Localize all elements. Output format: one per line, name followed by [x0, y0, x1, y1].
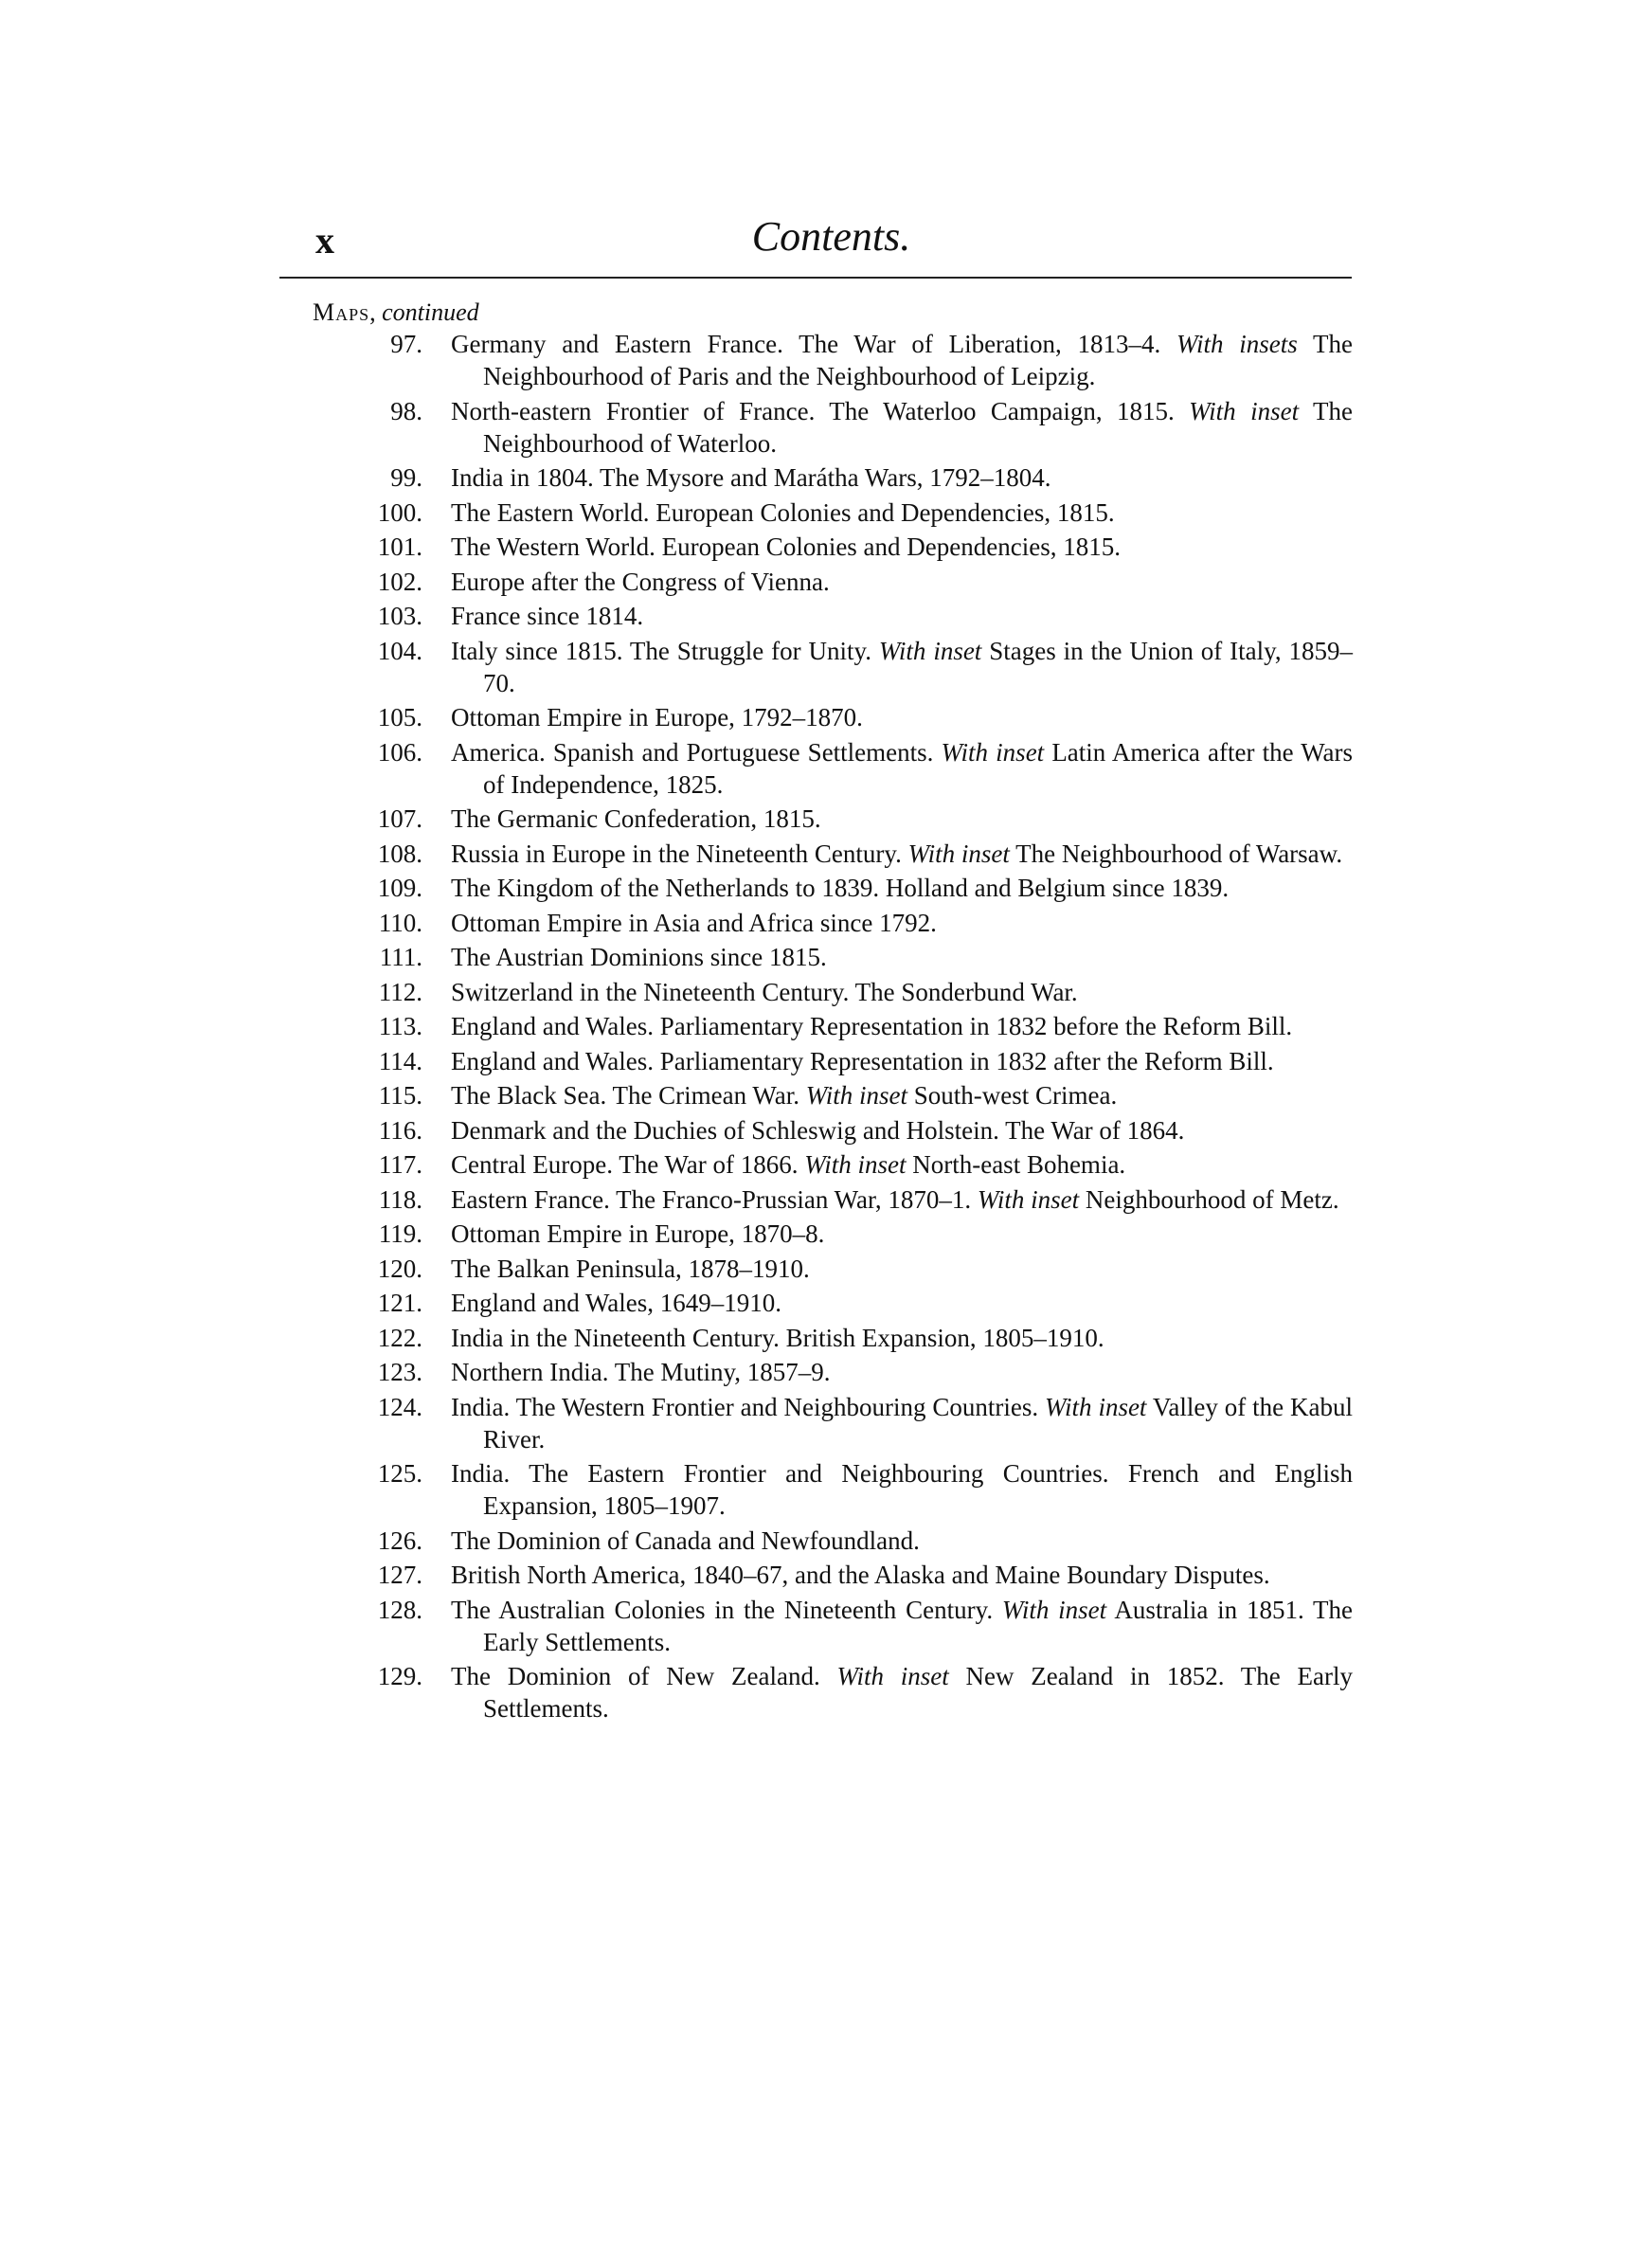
entry-text-segment: Stages in the Union of Italy, 1859–70.: [483, 636, 1353, 697]
list-item: [360, 635, 1353, 699]
entry-text: [451, 1183, 1353, 1216]
entry-number: 100.: [377, 497, 422, 527]
entry-text-segment: India. The Western Frontier and Neighbouring Countries.: [451, 1392, 1046, 1421]
entry-inset-label: With inset: [805, 1081, 907, 1110]
list-item: [360, 395, 1353, 460]
entry-inset-label: With inset: [836, 1662, 949, 1690]
entry-number: 105.: [377, 703, 422, 731]
entry-number: 127.: [377, 1561, 422, 1589]
entry-inset-label: With insets: [1176, 330, 1298, 358]
entry-inset-label: With inset: [878, 636, 982, 665]
entry-number: 124.: [377, 1392, 422, 1421]
entry-text-segment: British North America, 1840–67, and the Alaska and Maine Boundary Disputes.: [451, 1561, 1270, 1589]
page-title: Contents.: [751, 213, 911, 260]
entry-number: 111.: [379, 943, 422, 971]
entry-number: 129.: [377, 1662, 422, 1690]
entry-number: 102.: [377, 567, 422, 596]
entry-text-segment: The Neighbourhood of Paris and the Neighbourhood of Leipzig.: [483, 330, 1353, 390]
list-item: [360, 1183, 1353, 1216]
entry-number: 109.: [377, 874, 422, 902]
entry-number: 125.: [377, 1459, 422, 1488]
entry-number: 114.: [378, 1046, 422, 1075]
entry-text-segment: England and Wales. Parliamentary Representation in 1832 before the Reform Bill.: [451, 1012, 1293, 1040]
entry-number: 97.: [390, 330, 422, 358]
entry-text: [451, 1356, 1353, 1388]
entry-number: 118.: [378, 1184, 422, 1214]
entry-text-segment: Denmark and the Duchies of Schleswig and Holstein. The War of 1864.: [451, 1115, 1185, 1145]
entry-number: 99.: [390, 463, 422, 492]
entry-text-segment: Ottoman Empire in Asia and Africa since 1792.: [451, 908, 937, 937]
entry-text: [451, 1045, 1353, 1077]
entry-number: 103.: [377, 602, 422, 630]
list-item: [360, 803, 1353, 835]
list-item: [360, 1322, 1353, 1354]
list-item: [360, 1253, 1353, 1285]
entry-inset-label: With inset: [804, 1150, 907, 1179]
entry-text-segment: India. The Eastern Frontier and Neighbouring Countries. French and English Expansion, 1805–1907.: [451, 1459, 1353, 1520]
entry-number: 123.: [377, 1358, 422, 1386]
list-item: [360, 1114, 1353, 1147]
list-item: [360, 907, 1353, 939]
entry-number: 121.: [377, 1289, 422, 1317]
list-item: [360, 838, 1353, 870]
entry-text-segment: America. Spanish and Portuguese Settlements.: [451, 737, 942, 767]
entry-inset-label: With inset: [941, 737, 1045, 767]
entry-text: [451, 1114, 1353, 1147]
entry-text-segment: Italy since 1815. The Struggle for Unity.: [451, 636, 879, 665]
entry-text: [451, 1010, 1353, 1042]
entry-text: [451, 1287, 1353, 1319]
entry-text-segment: The Neighbourhood of Warsaw.: [1009, 839, 1343, 868]
maps-list: [360, 328, 1353, 1727]
entry-text-segment: The Germanic Confederation, 1815.: [451, 804, 821, 833]
list-item: [360, 1457, 1353, 1522]
entry-text: [451, 701, 1353, 733]
entry-text-segment: New Zealand in 1852. The Early Settlements.: [483, 1662, 1353, 1723]
entry-text-segment: Central Europe. The War of 1866.: [451, 1150, 805, 1179]
entry-text-segment: Ottoman Empire in Europe, 1792–1870.: [451, 703, 863, 731]
entry-text: [451, 941, 1353, 973]
entry-text: [451, 1457, 1353, 1522]
list-item: [360, 461, 1353, 494]
entry-number: 115.: [378, 1081, 422, 1110]
entry-text-segment: Latin America after the Wars of Independence, 1825.: [483, 737, 1354, 799]
entry-number: 120.: [377, 1254, 422, 1283]
section-continued: continued: [382, 298, 479, 326]
entry-inset-label: With inset: [977, 1184, 1080, 1214]
entry-text: [451, 803, 1353, 835]
entry-text-segment: The Kingdom of the Netherlands to 1839. Holland and Belgium since 1839.: [451, 874, 1230, 902]
entry-text-segment: The Neighbourhood of Waterloo.: [483, 396, 1353, 458]
list-item: [360, 872, 1353, 904]
entry-number: 128.: [377, 1595, 422, 1624]
entry-text: [451, 461, 1353, 494]
list-item: [360, 566, 1353, 598]
entry-number: 98.: [390, 396, 422, 425]
section-label: [313, 298, 479, 327]
entry-text: [451, 907, 1353, 939]
entry-text-segment: The Austrian Dominions since 1815.: [451, 943, 827, 971]
entry-number: 108.: [377, 839, 422, 868]
entry-text-segment: Eastern France. The Franco-Prussian War, 1870–1.: [451, 1184, 978, 1214]
list-item: [360, 1045, 1353, 1077]
entry-text-segment: The Eastern World. European Colonies and Dependencies, 1815.: [451, 497, 1115, 527]
entry-text: [451, 736, 1353, 801]
entry-text-segment: The Black Sea. The Crimean War.: [451, 1081, 806, 1110]
list-item: [360, 701, 1353, 733]
entry-text: [451, 1148, 1353, 1181]
running-header: [315, 207, 1347, 273]
list-item: [360, 1391, 1353, 1455]
entry-inset-label: With inset: [1045, 1392, 1147, 1421]
entry-number: 104.: [377, 636, 422, 665]
list-item: [360, 328, 1353, 392]
list-item: [360, 1079, 1353, 1111]
entry-number: 110.: [378, 908, 422, 937]
section-name: Maps: [313, 298, 370, 326]
entry-text: [451, 1660, 1353, 1724]
page-number: x: [315, 219, 335, 262]
list-item: [360, 736, 1353, 801]
entry-inset-label: With inset: [1189, 396, 1300, 425]
entry-text-segment: North-eastern Frontier of France. The Waterloo Campaign, 1815.: [451, 396, 1190, 425]
entry-inset-label: With inset: [907, 839, 1010, 868]
entry-text: [451, 635, 1353, 699]
entry-inset-label: With inset: [1001, 1595, 1107, 1624]
list-item: [360, 531, 1353, 563]
list-item: [360, 1525, 1353, 1557]
section-comma: ,: [369, 298, 383, 326]
entry-text-segment: The Dominion of New Zealand.: [451, 1662, 837, 1690]
list-item: [360, 1356, 1353, 1388]
entry-text-segment: England and Wales. Parliamentary Representation in 1832 after the Reform Bill.: [451, 1046, 1274, 1075]
entry-number: 106.: [377, 737, 422, 767]
entry-text: [451, 1079, 1353, 1111]
entry-number: 126.: [377, 1526, 422, 1555]
entry-number: 112.: [378, 977, 422, 1006]
list-item: [360, 497, 1353, 529]
entry-text: [451, 1218, 1353, 1250]
list-item: [360, 1559, 1353, 1591]
list-item: [360, 600, 1353, 632]
entry-text-segment: The Australian Colonies in the Nineteenth Century.: [451, 1595, 1002, 1624]
entry-text: [451, 497, 1353, 529]
entry-text: [451, 1525, 1353, 1557]
entry-text-segment: Neighbourhood of Metz.: [1079, 1184, 1339, 1214]
entry-number: 116.: [378, 1115, 422, 1145]
list-item: [360, 1010, 1353, 1042]
entry-text: [451, 1391, 1353, 1455]
entry-text-segment: Northern India. The Mutiny, 1857–9.: [451, 1358, 831, 1386]
entry-text: [451, 566, 1353, 598]
entry-text: [451, 1253, 1353, 1285]
header-rule: [279, 277, 1352, 279]
entry-text: [451, 395, 1353, 460]
entry-number: 119.: [378, 1219, 422, 1248]
entry-text-segment: India in the Nineteenth Century. British Expansion, 1805–1910.: [451, 1323, 1104, 1352]
entry-text: [451, 1594, 1353, 1658]
list-item: [360, 976, 1353, 1008]
entry-text-segment: The Western World. European Colonies and Dependencies, 1815.: [451, 533, 1121, 561]
entry-number: 117.: [378, 1150, 422, 1179]
list-item: [360, 1148, 1353, 1181]
entry-number: 107.: [377, 804, 422, 833]
entry-text: [451, 600, 1353, 632]
entry-number: 101.: [377, 533, 422, 561]
list-item: [360, 1218, 1353, 1250]
entry-text-segment: France since 1814.: [451, 602, 644, 630]
entry-text-segment: The Dominion of Canada and Newfoundland.: [451, 1526, 920, 1555]
entry-text: [451, 976, 1353, 1008]
entry-text-segment: England and Wales, 1649–1910.: [451, 1289, 782, 1317]
list-item: [360, 1594, 1353, 1658]
entry-text-segment: Australia in 1851. The Early Settlements.: [483, 1595, 1353, 1656]
entry-text-segment: South-west Crimea.: [907, 1081, 1118, 1110]
entry-text: [451, 1559, 1353, 1591]
entry-text-segment: Russia in Europe in the Nineteenth Century.: [451, 839, 908, 868]
entry-text-segment: Valley of the Kabul River.: [483, 1392, 1353, 1454]
entry-text-segment: Germany and Eastern France. The War of Liberation, 1813–4.: [451, 330, 1177, 358]
entry-text: [451, 531, 1353, 563]
entry-text-segment: The Balkan Peninsula, 1878–1910.: [451, 1254, 810, 1283]
entry-text: [451, 838, 1353, 870]
entry-text-segment: North-east Bohemia.: [906, 1150, 1126, 1179]
entry-number: 122.: [377, 1323, 422, 1352]
entry-text-segment: Switzerland in the Nineteenth Century. The Sonderbund War.: [451, 977, 1078, 1006]
entry-text-segment: Europe after the Congress of Vienna.: [451, 567, 830, 596]
entry-text: [451, 1322, 1353, 1354]
entry-text: [451, 328, 1353, 392]
entry-text-segment: India in 1804. The Mysore and Marátha Wars, 1792–1804.: [451, 463, 1051, 492]
entry-number: 113.: [378, 1012, 422, 1040]
entry-text-segment: Ottoman Empire in Europe, 1870–8.: [451, 1219, 825, 1248]
entry-text: [451, 872, 1353, 904]
list-item: [360, 1287, 1353, 1319]
list-item: [360, 1660, 1353, 1724]
list-item: [360, 941, 1353, 973]
